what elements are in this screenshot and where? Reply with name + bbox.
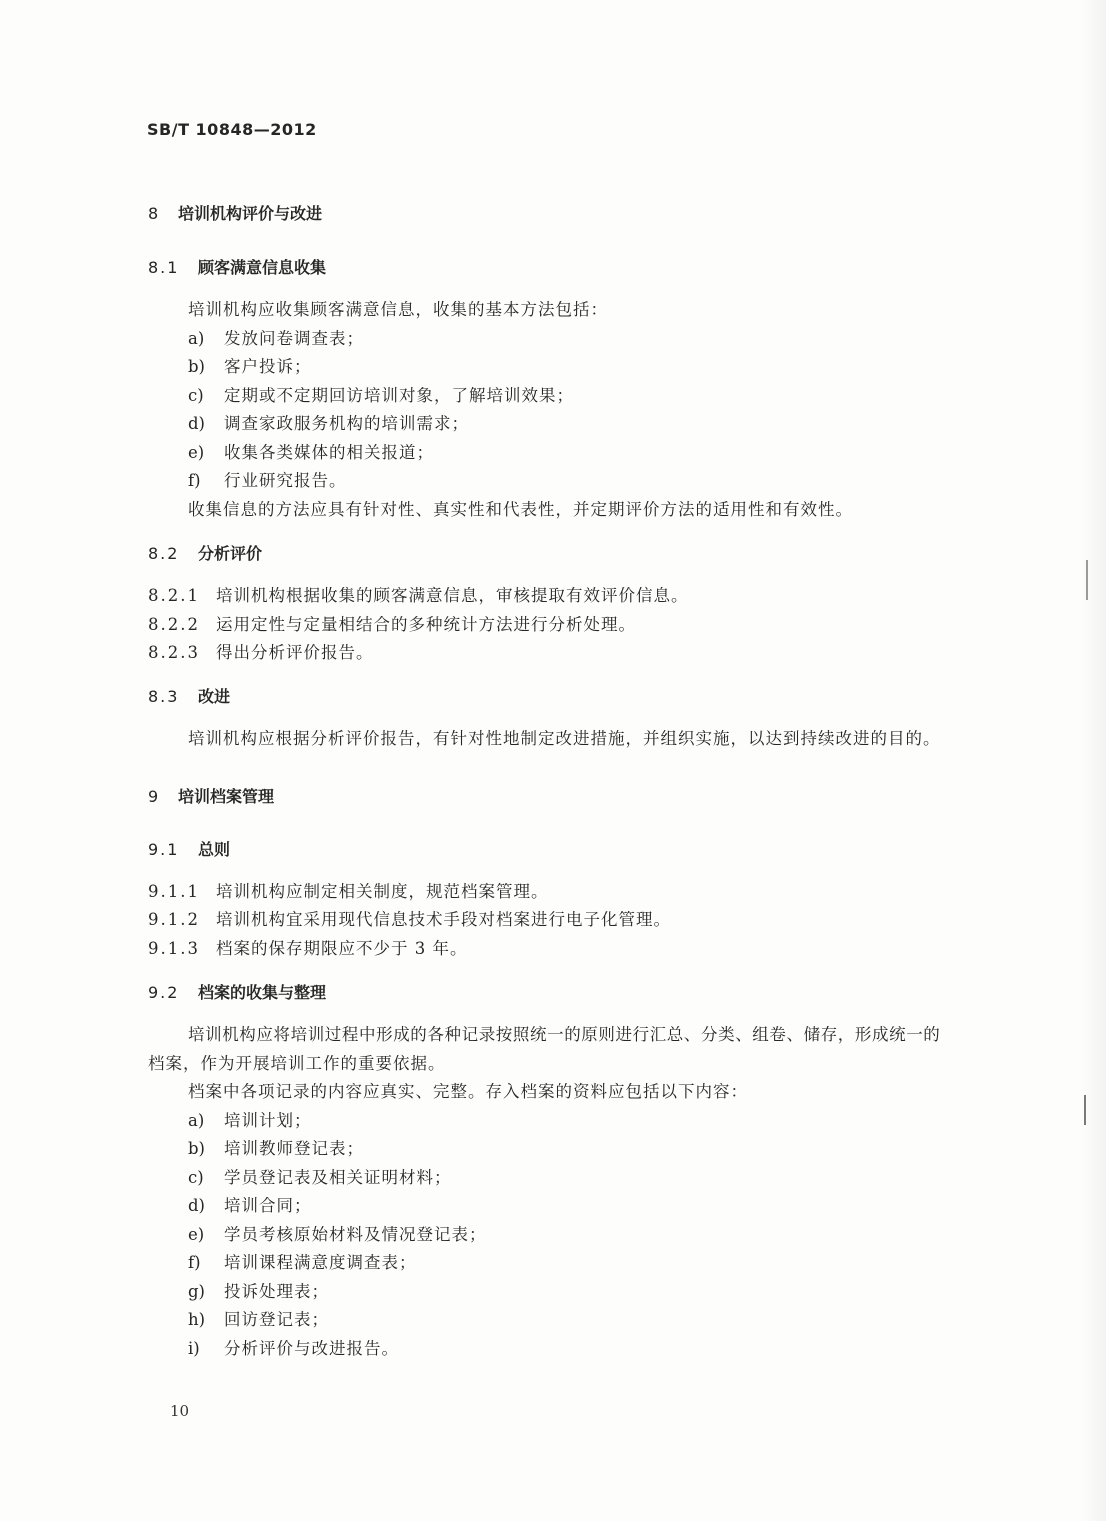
- clause-text: 培训机构宜采用现代信息技术手段对档案进行电子化管理。: [216, 910, 671, 929]
- clause-text: 培训机构根据收集的顾客满意信息，审核提取有效评价信息。: [216, 586, 689, 605]
- list-item: [188, 1107, 312, 1131]
- clause-text: 档案的保存期限应不少于 3 年。: [216, 939, 468, 958]
- list-marker: f): [188, 1253, 201, 1272]
- paragraph-line: 档案，作为开展培训工作的重要依据。: [148, 1054, 446, 1073]
- standard-code: SB/T 10848—2012: [147, 120, 317, 139]
- subsection-title: 分析评价: [198, 544, 263, 563]
- subsection-8-1-heading: [148, 255, 326, 278]
- list-item-text: 培训课程满意度调查表；: [224, 1253, 417, 1272]
- list-item-text: 发放问卷调查表；: [224, 329, 364, 348]
- list-item: [188, 410, 469, 434]
- list-item-text: 投诉处理表；: [224, 1282, 329, 1301]
- section-title: 培训机构评价与改进: [178, 204, 323, 223]
- list-marker: b): [188, 357, 205, 376]
- list-item: [188, 1164, 452, 1188]
- section-number: 9: [148, 787, 159, 806]
- clause-number: 8.2.2: [148, 615, 200, 634]
- list-item: [188, 1135, 364, 1159]
- section-8-heading: [148, 201, 322, 224]
- list-item: [188, 1192, 312, 1216]
- list-item-text: 培训计划；: [224, 1111, 312, 1130]
- list-item: [188, 1306, 329, 1330]
- section-title: 培训档案管理: [178, 787, 275, 806]
- list-item-text: 客户投诉；: [224, 357, 312, 376]
- list-item-text: 行业研究报告。: [224, 471, 347, 490]
- subsection-title: 顾客满意信息收集: [198, 258, 327, 277]
- scan-edge-mark: [1084, 1095, 1086, 1125]
- subsection-number: 9.2: [148, 983, 180, 1002]
- list-item-text: 培训合同；: [224, 1196, 312, 1215]
- clause: [148, 906, 671, 930]
- list-item-text: 学员考核原始材料及情况登记表；: [224, 1225, 487, 1244]
- list-marker: c): [188, 386, 204, 405]
- list-item-text: 学员登记表及相关证明材料；: [224, 1168, 452, 1187]
- subsection-number: 8.3: [148, 687, 180, 706]
- list-item-text: 回访登记表；: [224, 1310, 329, 1329]
- scan-edge-mark: [1086, 560, 1088, 600]
- list-item: [188, 382, 574, 406]
- subsection-8-3-heading: [148, 684, 230, 707]
- list-item: [188, 439, 434, 463]
- subsection-title: 档案的收集与整理: [198, 983, 327, 1002]
- paragraph: 培训机构应收集顾客满意信息，收集的基本方法包括：: [188, 300, 608, 319]
- paragraph: 档案中各项记录的内容应真实、完整。存入档案的资料应包括以下内容：: [188, 1082, 748, 1101]
- clause-text: 培训机构应制定相关制度，规范档案管理。: [216, 882, 549, 901]
- list-marker: e): [188, 1225, 205, 1244]
- list-marker: d): [188, 1196, 205, 1215]
- section-9-heading: [148, 784, 274, 807]
- list-marker: a): [188, 1111, 205, 1130]
- clause-number: 8.2.1: [148, 586, 200, 605]
- paragraph-line: 培训机构应将培训过程中形成的各种记录按照统一的原则进行汇总、分类、组卷、储存，形成统一的: [188, 1025, 941, 1044]
- list-marker: g): [188, 1282, 205, 1301]
- list-item: [188, 1278, 329, 1302]
- subsection-number: 8.1: [148, 258, 180, 277]
- clause-text: 运用定性与定量相结合的多种统计方法进行分析处理。: [216, 615, 636, 634]
- subsection-8-2-heading: [148, 541, 262, 564]
- list-marker: a): [188, 329, 205, 348]
- clause-number: 9.1.1: [148, 882, 200, 901]
- clause-number: 9.1.3: [148, 939, 200, 958]
- page-number: 10: [170, 1402, 190, 1420]
- subsection-number: 8.2: [148, 544, 180, 563]
- paragraph: 培训机构应根据分析评价报告，有针对性地制定改进措施，并组织实施，以达到持续改进的目的。: [188, 729, 941, 748]
- subsection-9-2-heading: [148, 980, 326, 1003]
- list-marker: i): [188, 1339, 200, 1358]
- clause-number: 9.1.2: [148, 910, 200, 929]
- clause-text: 得出分析评价报告。: [216, 643, 374, 662]
- list-item-text: 调查家政服务机构的培训需求；: [224, 414, 469, 433]
- subsection-title: 总则: [198, 840, 231, 859]
- list-marker: e): [188, 443, 205, 462]
- list-item: [188, 467, 347, 491]
- paragraph: 收集信息的方法应具有针对性、真实性和代表性，并定期评价方法的适用性和有效性。: [188, 500, 853, 519]
- clause: [148, 611, 636, 635]
- subsection-number: 9.1: [148, 840, 180, 859]
- list-item-text: 定期或不定期回访培训对象，了解培训效果；: [224, 386, 574, 405]
- clause: [148, 582, 689, 606]
- list-item: [188, 325, 364, 349]
- clause: [148, 935, 468, 959]
- section-number: 8: [148, 204, 159, 223]
- list-item-text: 收集各类媒体的相关报道；: [224, 443, 434, 462]
- list-item: [188, 1221, 487, 1245]
- clause: [148, 639, 374, 663]
- subsection-title: 改进: [198, 687, 231, 706]
- list-item-text: 培训教师登记表；: [224, 1139, 364, 1158]
- list-marker: b): [188, 1139, 205, 1158]
- scan-edge-shadow: [1080, 0, 1106, 1521]
- list-item: [188, 1249, 417, 1273]
- list-item-text: 分析评价与改进报告。: [224, 1339, 399, 1358]
- list-marker: h): [188, 1310, 206, 1329]
- clause-number: 8.2.3: [148, 643, 200, 662]
- list-item: [188, 1335, 399, 1359]
- subsection-9-1-heading: [148, 837, 230, 860]
- list-marker: f): [188, 471, 201, 490]
- list-item: [188, 353, 312, 377]
- list-marker: d): [188, 414, 205, 433]
- clause: [148, 878, 549, 902]
- list-marker: c): [188, 1168, 204, 1187]
